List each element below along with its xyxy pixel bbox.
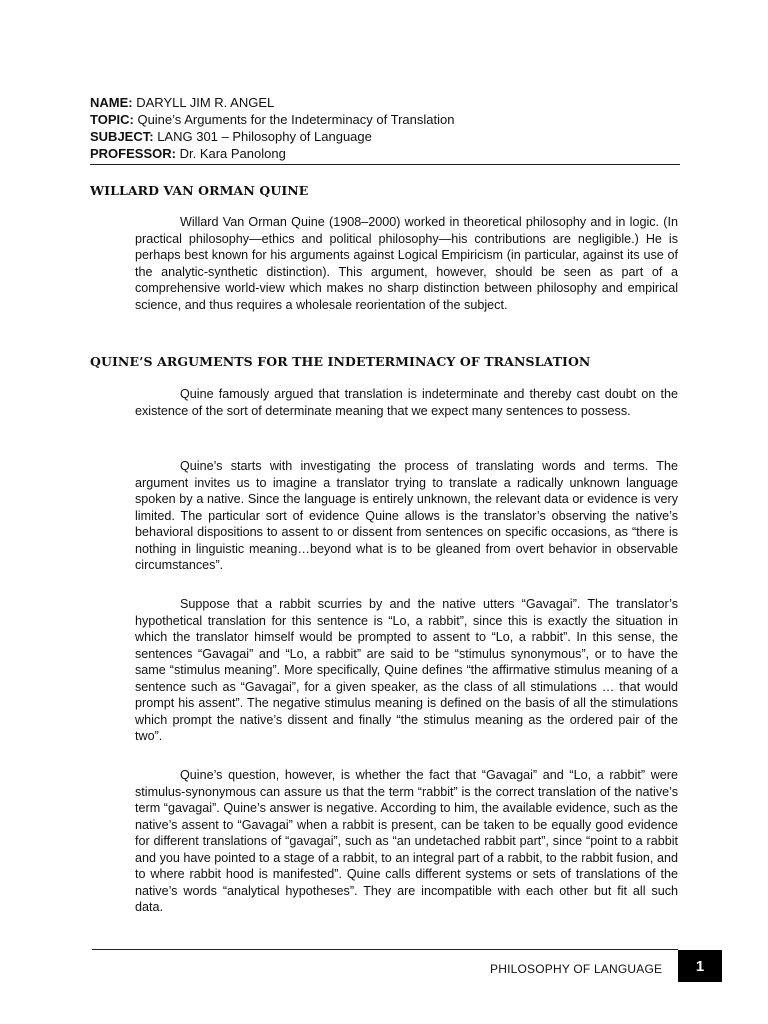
header-name-line	[90, 94, 680, 111]
professor-key: PROFESSOR:	[90, 146, 176, 161]
header-topic-line	[90, 111, 680, 128]
subject-value: LANG 301 – Philosophy of Language	[157, 129, 372, 144]
name-key: NAME:	[90, 95, 133, 110]
section-heading: WILLARD VAN ORMAN QUINE	[90, 183, 309, 198]
subject-key: SUBJECT:	[90, 129, 154, 144]
professor-value: Dr. Kara Panolong	[179, 146, 286, 161]
topic-value: Quine’s Arguments for the Indeterminacy of Translation	[137, 112, 455, 127]
footer-label: PHILOSOPHY OF LANGUAGE	[490, 962, 663, 976]
paragraph: Suppose that a rabbit scurries by and the native utters “Gavagai”. The translator’s hypothetical translation for this sentence is “Lo, a rabbit”, since this is exactly the situation in which the translator himself would be prompted to assent to “Lo, a rabbit”. In this sense, the sentences “Gavagai” and “Lo, a rabbit” are said to be “stimulus synonymous”, or to have the same “stimulus meaning”. More specifically, Quine defines “the affirmative stimulus meaning of a sentence such as “Gavagai”, for a given speaker, as the class of all stimulations … that would prompt his assent”. The negative stimulus meaning is defined on the basis of all the stimulations which prompt the native’s dissent and finally “the stimulus meaning as the ordered pair of the two”.	[135, 597, 678, 743]
paragraph: Quine famously argued that translation is indeterminate and thereby cast doubt on the existence of the sort of determinate meaning that we expect many sentences to possess.	[135, 387, 678, 418]
header-professor-line	[90, 145, 680, 162]
header-subject-line	[90, 128, 680, 145]
header-divider	[90, 164, 680, 165]
paragraph: Quine’s starts with investigating the process of translating words and terms. The argument invites us to imagine a translator trying to translate a radically unknown language spoken by a native. Since the language is entirely unknown, the relevant data or evidence is very limited. The particular sort of evidence Quine allows is the translator’s observing the native’s behavioral dispositions to assent to or dissent from sentences on specific occasions, as “there is nothing in linguistic meaning…beyond what is to be gleaned from overt behavior in observable circumstances”.	[135, 459, 678, 572]
section-heading: QUINE’S ARGUMENTS FOR THE INDETERMINACY OF TRANSLATION	[90, 354, 591, 369]
name-value: DARYLL JIM R. ANGEL	[136, 95, 275, 110]
page-number: 1	[678, 950, 722, 982]
footer-divider	[92, 949, 678, 950]
paragraph: Willard Van Orman Quine (1908–2000) worked in theoretical philosophy and in logic. (In practical philosophy—ethics and political philosophy—his contributions are negligible.) He is perhaps best known for his arguments against Logical Empiricism (in particular, against its use of the analytic-synthetic distinction). This argument, however, should be seen as part of a comprehensive world-view which makes no sharp distinction between philosophy and empirical science, and thus requires a wholesale reorientation of the subject.	[135, 215, 678, 312]
topic-key: TOPIC:	[90, 112, 134, 127]
paragraph: Quine’s question, however, is whether the fact that “Gavagai” and “Lo, a rabbit” were stimulus-synonymous can assure us that the term “rabbit” is the correct translation of the native’s term “gavagai”. Quine’s answer is negative. According to him, the available evidence, such as the native’s assent to “Gavagai” when a rabbit is present, can be taken to be equally good evidence for different translations of “gavagai”, such as “an undetached rabbit part”, since “point to a rabbit and you have pointed to a stage of a rabbit, to an integral part of a rabbit, to the rabbit fusion, and to where rabbit hood is manifested”. Quine calls different systems or sets of translations of the native’s words “analytical hypotheses”. They are incompatible with each other but fit all such data.	[135, 768, 678, 914]
